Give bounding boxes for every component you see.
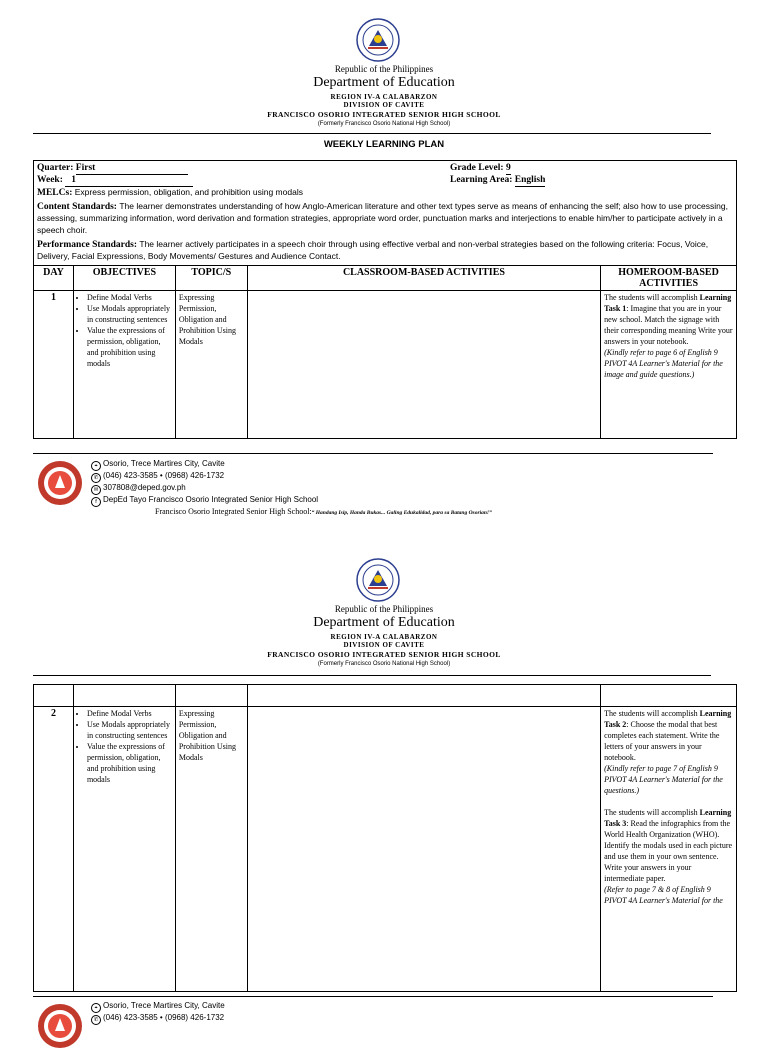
day-cell: 2 xyxy=(34,707,74,992)
email-icon: ✉ xyxy=(91,485,101,495)
formerly-text: (Formerly Francisco Osorio National High School) xyxy=(317,661,451,667)
formerly-text: (Formerly Francisco Osorio National High School) xyxy=(317,121,451,127)
footer-facebook: f DepEd Tayo Francisco Osorio Integrated Senior High School xyxy=(91,494,318,507)
deped-seal-icon xyxy=(356,558,400,602)
grade-label: Grade Level: xyxy=(450,163,504,173)
footer-divider xyxy=(33,453,713,454)
phone-icon: ✆ xyxy=(91,1015,101,1025)
school-logo-icon xyxy=(37,1003,83,1049)
homeroom-text: : Choose the modal that best completes each statement. Write the letters of your answers in your notebook. xyxy=(604,720,720,762)
page-2 xyxy=(0,540,768,1024)
objectives-cell xyxy=(73,291,175,439)
col-objectives: OBJECTIVES xyxy=(73,266,175,291)
homeroom-cell xyxy=(601,707,737,992)
homeroom-text: : Read the infographics from the World Health Organization (WHO). Identify the modals used in each picture and use them in your own sentence. Write your answers in your intermediate paper. xyxy=(604,819,733,883)
learning-task-label: Learning Task 1 xyxy=(604,293,732,313)
col-topics: TOPIC/S xyxy=(175,266,247,291)
footer-phone: ✆ (046) 423-3585 • (0968) 426-1732 xyxy=(91,1012,224,1025)
republic-text: Republic of the Philippines xyxy=(334,604,434,614)
homeroom-note: (Kindly refer to page 6 of English 9 PIVOT 4A Learner's Material for the image and guide questions.) xyxy=(604,348,723,379)
homeroom-cell xyxy=(601,291,737,439)
classroom-cell xyxy=(247,291,600,439)
learning-plan-table xyxy=(33,684,737,992)
week-value: 1 xyxy=(65,175,193,187)
division-text: DIVISION OF CAVITE xyxy=(343,101,425,109)
learning-task-label: Learning Task 3 xyxy=(604,808,732,828)
plan-title: WEEKLY LEARNING PLAN xyxy=(323,139,445,150)
objective-item: • Value the expressions of permission, obligation, and prohibition using modals xyxy=(87,741,172,785)
republic-text: Republic of the Philippines xyxy=(334,64,434,74)
performance-label: Performance Standards: xyxy=(37,240,137,250)
department-text: Department of Education xyxy=(313,75,455,90)
objective-item: • Define Modal Verbs xyxy=(87,292,172,303)
melcs-text: Express permission, obligation, and prohibition using modals xyxy=(74,187,303,197)
footer-motto: Francisco Osorio Integrated Senior High School:“ Handang Isip, Handa Bukas... Galing Edukalidad, para sa Batang Osorian!” xyxy=(155,507,492,516)
quarter-value: First xyxy=(76,163,188,175)
content-label: Content Standards: xyxy=(37,202,117,212)
header-divider xyxy=(33,133,711,134)
footer-phone: ✆ (046) 423-3585 • (0968) 426-1732 xyxy=(91,470,224,483)
performance-text: The learner actively participates in a speech choir through using effective verbal and non-verbal strategies based on the following criteria: Focus, Voice, Delivery, Facial Expressions, Body Movements/ Gestures and Audience Contact. xyxy=(37,239,709,261)
header-divider xyxy=(33,675,711,676)
melcs-label: MELCs xyxy=(37,188,70,198)
objective-item: • Use Modals appropriately in constructing sentences xyxy=(87,303,172,325)
phone-icon: ✆ xyxy=(91,473,101,483)
week-label: Week: xyxy=(37,175,63,185)
quarter-label: Quarter: xyxy=(37,163,74,173)
footer-address: ⌖ Osorio, Trece Martires City, Cavite xyxy=(91,458,225,471)
school-text: FRANCISCO OSORIO INTEGRATED SENIOR HIGH SCHOOL xyxy=(267,110,501,119)
area-value: English xyxy=(514,175,546,185)
deped-seal-icon xyxy=(356,18,400,62)
classroom-cell xyxy=(247,707,600,992)
grade-value: 9 xyxy=(505,163,511,173)
table-row xyxy=(34,707,737,992)
content-text: The learner demonstrates understanding of how Anglo-American literature and other text types serve as means of enhancing the self; also how to use processing, assessing, summarizing information, word derivation and formation strategies, appropriate word order, punctuation marks and interjections to enable him/her to participate actively in a speech choir. xyxy=(37,201,728,235)
facebook-icon: f xyxy=(91,497,101,507)
objectives-cell xyxy=(73,707,175,992)
footer-address: ⌖ Osorio, Trece Martires City, Cavite xyxy=(91,1000,225,1013)
school-logo-icon xyxy=(37,460,83,506)
objective-item: • Define Modal Verbs xyxy=(87,708,172,719)
objective-item: • Use Modals appropriately in constructing sentences xyxy=(87,719,172,741)
topic-cell: Expressing Permission, Obligation and Prohibition Using Modals xyxy=(175,707,247,992)
homeroom-note: (Refer to page 7 & 8 of English 9 PIVOT 4A Learner's Material for the xyxy=(604,885,723,905)
homeroom-intro: The students will accomplish xyxy=(604,709,698,718)
location-icon: ⌖ xyxy=(91,1003,101,1013)
col-classroom: CLASSROOM-BASED ACTIVITIES xyxy=(247,266,600,291)
plan-info: Quarter: First Week: 1 Grade Level: 9 Learning Area: English MELCs: Express permission, obligation, and prohibition using modals Content Standards: The learner demonstrates understanding of how Anglo-American literature and other text types serve as means of enhancing the self; also how to use processing, assessing, summarizing information, word derivation and formation strategies, appropriate word order, punctuation marks and interjections to enable him/her to participate actively in a speech choir. Performance Standards: The learner actively participates in a speech choir through using effective verbal and non-verbal strategies based on the following criteria: Focus, Voice, Delivery, Facial Expressions, Body Movements/ Gestures and Audience Contact. xyxy=(34,161,737,266)
department-text: Department of Education xyxy=(313,615,455,630)
col-day: DAY xyxy=(34,266,74,291)
region-text: REGION IV-A CALABARZON xyxy=(330,93,438,101)
day-cell: 1 xyxy=(34,291,74,439)
division-text: DIVISION OF CAVITE xyxy=(343,641,425,649)
area-label: Learning Area: xyxy=(450,175,513,185)
location-icon: ⌖ xyxy=(91,461,101,471)
objective-item: • Value the expressions of permission, obligation, and prohibition using modals xyxy=(87,325,172,369)
learning-plan-table xyxy=(33,160,737,439)
homeroom-intro: The students will accomplish xyxy=(604,808,698,817)
homeroom-text: : Imagine that you are in your new school. Match the signage with their corresponding meaning Write your answers in your notebook. xyxy=(604,304,733,346)
homeroom-note: (Kindly refer to page 7 of English 9 PIVOT 4A Learner's Material for the questions.) xyxy=(604,764,723,795)
col-homeroom: HOMEROOM-BASED ACTIVITIES xyxy=(601,266,737,291)
topic-cell: Expressing Permission, Obligation and Prohibition Using Modals xyxy=(175,291,247,439)
table-row xyxy=(34,291,737,439)
region-text: REGION IV-A CALABARZON xyxy=(330,633,438,641)
footer-email: ✉ 307808@deped.gov.ph xyxy=(91,482,186,495)
learning-task-label: Learning Task 2 xyxy=(604,709,732,729)
school-text: FRANCISCO OSORIO INTEGRATED SENIOR HIGH SCHOOL xyxy=(267,650,501,659)
footer-divider xyxy=(33,996,713,997)
homeroom-intro: The students will accomplish xyxy=(604,293,698,302)
